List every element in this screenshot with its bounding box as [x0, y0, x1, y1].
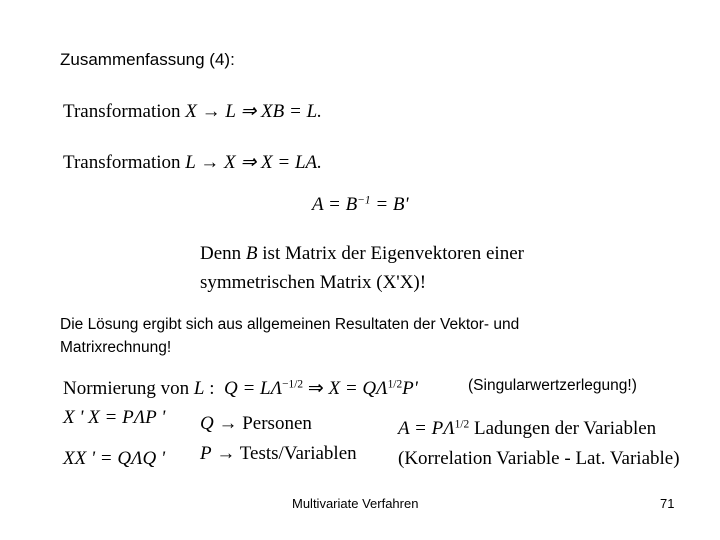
q-personen-label	[200, 413, 312, 435]
equation-word: Transformation	[63, 101, 181, 122]
norm-label: Normierung von	[63, 378, 194, 399]
equation-xxt: XX ' = QΛQ '	[63, 448, 166, 469]
note-variable: B	[245, 243, 258, 264]
loadings-text: Ladungen der Variablen	[469, 418, 657, 439]
norm-exponent: 1/2	[387, 378, 403, 391]
note-text: Denn	[200, 243, 246, 264]
note-text: ist Matrix der Eigenvektoren einer	[257, 243, 524, 264]
label-text: Personen	[242, 413, 312, 434]
equation-exponent: −1	[357, 194, 371, 207]
equation-math: L → X ⇒ X = LA.	[185, 152, 322, 173]
label-arrow: →	[213, 413, 243, 434]
loadings-equation: A = PΛ	[398, 418, 455, 439]
norm-implies: ⇒	[303, 378, 329, 399]
norm-x-equation: X = QΛ	[328, 378, 388, 399]
eigenvector-note-line1	[200, 243, 524, 265]
equation-transform-l-to-x	[63, 151, 322, 174]
equation-a-inverse-b	[312, 194, 409, 216]
equation-transform-x-to-l	[63, 100, 322, 123]
label-text: Tests/Variablen	[239, 443, 357, 464]
label-arrow: →	[211, 443, 240, 464]
eigenvector-note-line2: symmetrischen Matrix (X'X)!	[200, 272, 427, 293]
equation-xtx: X ' X = PΛP '	[63, 407, 166, 428]
equation-lhs: A = B	[312, 194, 358, 215]
norm-colon: :	[204, 378, 215, 399]
paragraph-line1: Die Lösung ergibt sich aus allgemeinen Resultaten der Vektor- und	[60, 316, 520, 333]
norm-q-equation: Q = LΛ	[223, 378, 283, 399]
norm-exponent: −1/2	[282, 378, 304, 391]
label-variable: P	[200, 443, 212, 464]
equation-normierung	[63, 377, 418, 400]
equation-rhs: = B'	[370, 194, 409, 215]
slide-title: Zusammenfassung (4):	[60, 50, 235, 69]
singular-value-note: (Singularwertzerlegung!)	[468, 377, 637, 394]
equation-word: Transformation	[63, 152, 181, 173]
paragraph-line2: Matrixrechnung!	[60, 339, 172, 356]
correlation-note: (Korrelation Variable - Lat. Variable)	[398, 448, 680, 469]
equation-math: X → L ⇒ XB = L.	[185, 101, 322, 122]
page-number: 71	[660, 496, 675, 511]
equation-loadings	[398, 418, 656, 440]
p-tests-label	[200, 443, 357, 465]
label-variable: Q	[200, 413, 214, 434]
loadings-exponent: 1/2	[454, 418, 470, 431]
norm-p-transpose: P'	[402, 378, 418, 399]
norm-variable: L	[193, 378, 205, 399]
footer-text: Multivariate Verfahren	[292, 496, 419, 511]
